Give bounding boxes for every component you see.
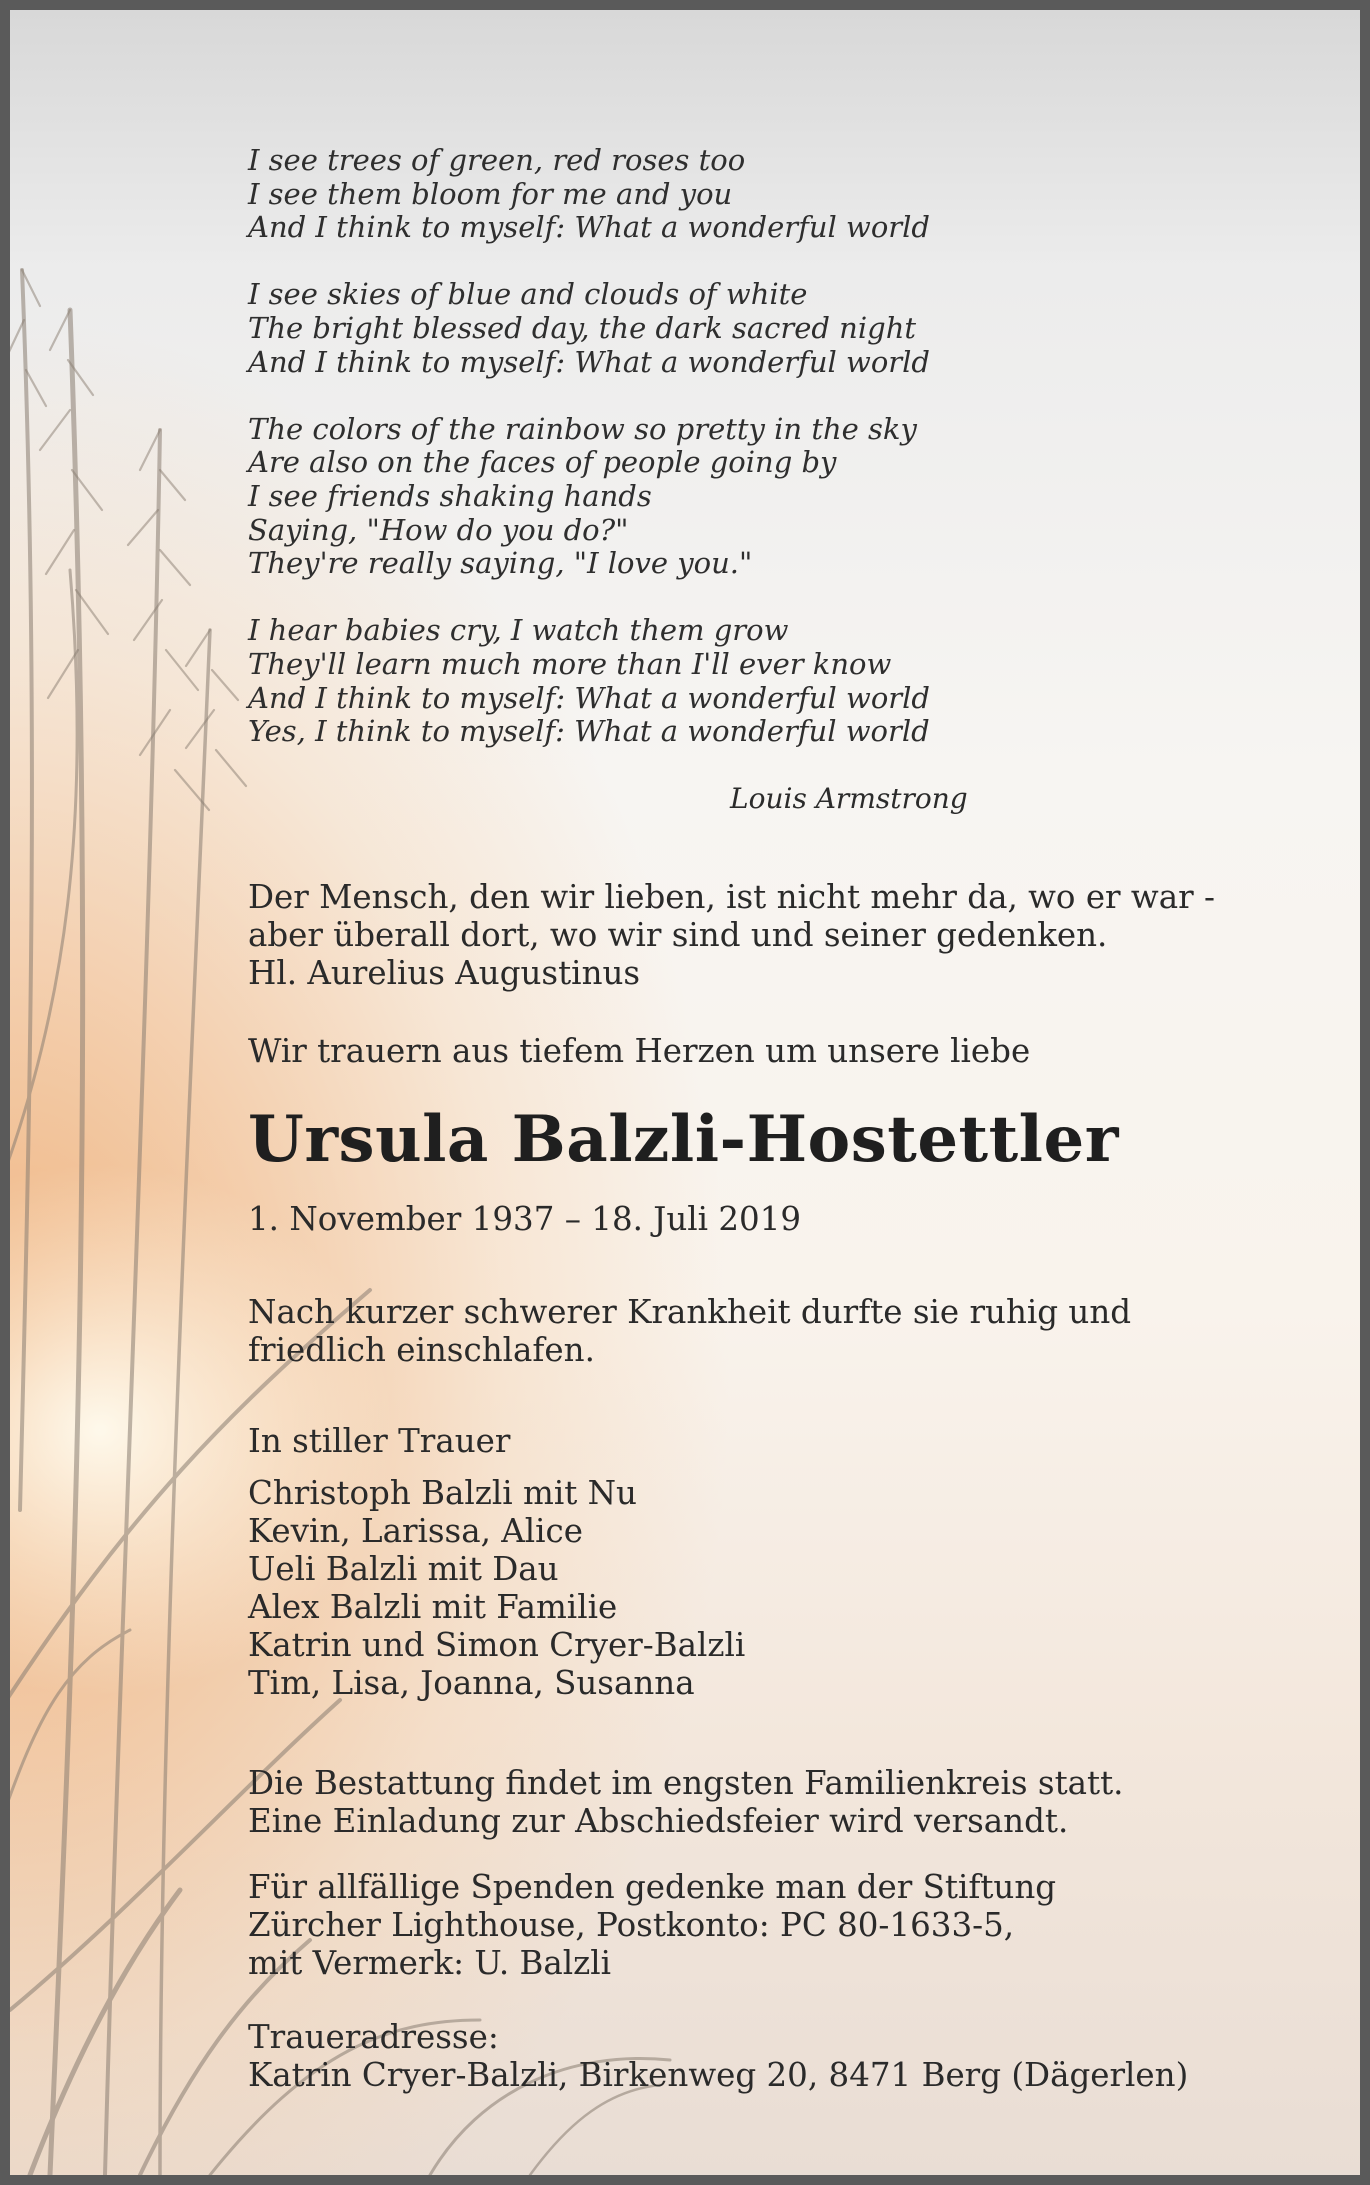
- funeral-line: Eine Einladung zur Abschiedsfeier wird versandt.: [248, 1802, 1069, 1840]
- funeral-notice: [248, 1764, 1308, 1840]
- donation-line: mit Vermerk: U. Balzli: [248, 1944, 612, 1982]
- address-value: Katrin Cryer-Balzli, Birkenweg 20, 8471 Berg (Dägerlen): [248, 2056, 1189, 2094]
- poem-line: Yes, I think to myself: What a wonderful world: [248, 714, 930, 749]
- poem-line: I see trees of green, red roses too: [248, 143, 746, 177]
- life-dates-line: 1. November 1937 – 18. Juli 2019: [248, 1200, 802, 1238]
- quote-line: Der Mensch, den wir lieben, ist nicht mehr da, wo er war -: [248, 878, 1215, 916]
- poem: [248, 144, 1308, 782]
- intro-line: Wir trauern aus tiefem Herzen um unsere liebe: [248, 1032, 1031, 1070]
- poem-line: And I think to myself: What a wonderful world: [248, 210, 930, 245]
- poem-line: The colors of the rainbow so pretty in the sky: [248, 411, 917, 446]
- life-dates: [248, 1200, 1308, 1238]
- poem-line: And I think to myself: What a wonderful world: [248, 680, 930, 715]
- quote-source: Hl. Aurelius Augustinus: [248, 954, 641, 992]
- poem-line: They're really saying, "I love you.": [248, 546, 753, 581]
- poem-line: I hear babies cry, I watch them grow: [248, 613, 789, 648]
- poem-line: The bright blessed day, the dark sacred night: [248, 310, 917, 345]
- poem-line: I see skies of blue and clouds of white: [248, 277, 808, 312]
- poem-line: Are also on the faces of people going by: [248, 445, 837, 480]
- poem-line: They'll learn much more than I'll ever know: [248, 646, 892, 681]
- poem-stanza-4: [248, 614, 1308, 748]
- poem-stanza-3: [248, 413, 1308, 581]
- poem-line: I see friends shaking hands: [248, 478, 652, 513]
- passing-line: Nach kurzer schwerer Krankheit durfte sie ruhig und: [248, 1293, 1132, 1331]
- poem-line: I see them bloom for me and you: [248, 176, 733, 211]
- donation-line: Zürcher Lighthouse, Postkonto: PC 80-1633-5,: [248, 1906, 1015, 1944]
- poem-author: Louis Armstrong: [730, 782, 968, 815]
- mourners-list: [248, 1474, 1308, 1702]
- donation-line: Für allfällige Spenden gedenke man der Stiftung: [248, 1868, 1057, 1906]
- mourners-heading-line: In stiller Trauer: [248, 1422, 511, 1460]
- funeral-line: Die Bestattung findet im engsten Familienkreis statt.: [248, 1764, 1124, 1802]
- quote: [248, 878, 1308, 992]
- poem-line: Saying, "How do you do?": [248, 512, 629, 547]
- passing-line: friedlich einschlafen.: [248, 1331, 595, 1369]
- mourner-name: Kevin, Larissa, Alice: [248, 1512, 583, 1550]
- donation-notice: [248, 1868, 1308, 1982]
- address-label: Traueradresse:: [248, 2018, 499, 2056]
- mourning-address: [248, 2018, 1308, 2094]
- quote-line: aber überall dort, wo wir sind und seiner gedenken.: [248, 916, 1108, 954]
- mourner-name: Ueli Balzli mit Dau: [248, 1550, 559, 1588]
- mourner-name: Christoph Balzli mit Nu: [248, 1474, 637, 1512]
- mourners-heading: [248, 1422, 1308, 1460]
- intro-text: [248, 1032, 1308, 1070]
- deceased-name: Ursula Balzli-Hostettler: [248, 1102, 1119, 1177]
- poem-line: And I think to myself: What a wonderful world: [248, 344, 930, 379]
- mourner-name: Alex Balzli mit Familie: [248, 1588, 618, 1626]
- mourner-name: Katrin und Simon Cryer-Balzli: [248, 1626, 746, 1664]
- passing-text: [248, 1293, 1308, 1369]
- poem-stanza-1: [248, 144, 1308, 245]
- obituary-page: [10, 10, 1360, 2175]
- mourner-name: Tim, Lisa, Joanna, Susanna: [248, 1664, 695, 1702]
- poem-stanza-2: [248, 278, 1308, 379]
